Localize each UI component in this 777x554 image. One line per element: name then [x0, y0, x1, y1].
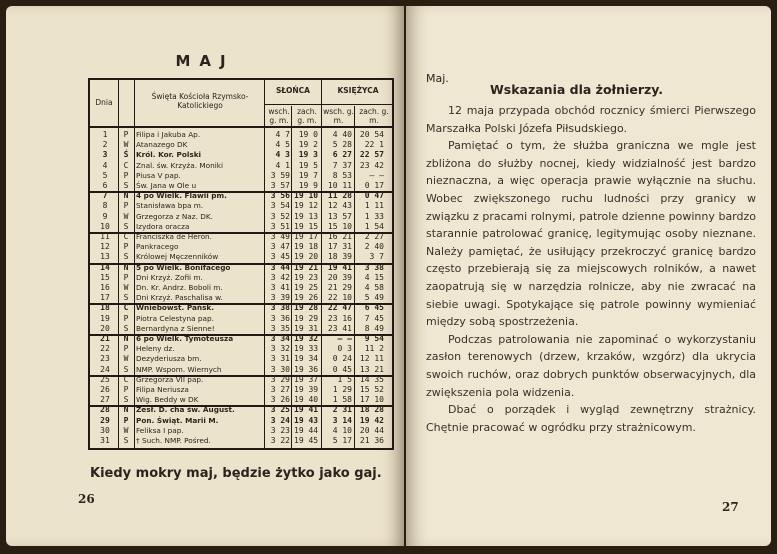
row-sunrise: 3 49	[270, 232, 290, 241]
row-weekday: Ś	[123, 150, 129, 160]
row-day: 16	[100, 283, 110, 292]
row-moonrise: 22 10	[327, 293, 352, 303]
right-page	[406, 6, 771, 546]
row-sunset: 19 34	[294, 354, 319, 364]
row-weekday: P	[123, 242, 129, 252]
header-sunrise: wsch. g. m.	[268, 107, 290, 125]
row-saint: Grzegorza z Naz. DK.	[136, 211, 213, 221]
row-saint: Św. Jana w Ole u	[136, 181, 197, 190]
row-sunset: 19 23	[294, 272, 319, 282]
row-saint: 5 po Wielk. Bonifacego	[136, 262, 231, 272]
calendar-row	[90, 395, 392, 405]
calendar-row	[90, 324, 392, 334]
row-sunset: 19 40	[294, 395, 319, 405]
row-weekday: W	[123, 283, 129, 292]
calendar-row	[90, 303, 392, 313]
row-saint: Wig. Beddy w DK	[136, 395, 199, 405]
row-moonrise: 1 29	[332, 385, 352, 394]
row-moonset: 11 2	[364, 344, 384, 354]
calendar-row	[90, 375, 392, 385]
row-day: 28	[100, 405, 110, 415]
row-moonset: 4 58	[364, 283, 384, 292]
row-sunrise: 3 22	[270, 436, 290, 445]
row-saint: Filipa Neriusza	[136, 385, 189, 394]
row-saint: Dni Krzyż. Paschalisa w.	[136, 293, 223, 303]
row-day: 29	[100, 415, 110, 425]
row-weekday: N	[123, 262, 129, 272]
row-saint: 6 po Wielk. Tymoteusza	[136, 334, 234, 343]
row-saint: Grzegorza VII pap.	[136, 374, 204, 384]
row-sunrise: 3 26	[270, 395, 290, 405]
row-moonrise: 0 24	[332, 354, 352, 364]
row-saint: Dn. Kr. Andrz. Boboli m.	[136, 283, 223, 292]
row-weekday: P	[123, 170, 129, 180]
row-sunset: 19 5	[298, 160, 318, 170]
row-day: 3	[102, 150, 108, 160]
calendar-row	[90, 181, 392, 191]
row-weekday: N	[123, 405, 129, 415]
row-sunrise: 3 56	[270, 191, 290, 201]
row-day: 31	[100, 436, 110, 445]
row-saint: Heleny dz.	[136, 344, 175, 354]
calendar-row	[90, 242, 392, 252]
row-moonset: 4 15	[364, 272, 384, 282]
header-sunset: zach. g. m.	[297, 107, 317, 125]
row-sunrise: 3 24	[270, 415, 290, 425]
row-moonset: 19 42	[359, 415, 384, 425]
row-sunset: 19 17	[294, 232, 319, 241]
row-day: 2	[102, 140, 108, 150]
row-sunset: 19 36	[294, 364, 319, 374]
row-saint: Król. Kor. Polski	[136, 150, 202, 160]
row-weekday: S	[123, 323, 129, 333]
row-moonset: 20 44	[359, 425, 384, 435]
row-day: 20	[100, 323, 110, 333]
row-moonset: 12 11	[359, 354, 384, 364]
header-moonrise: wsch. g. m.	[323, 107, 354, 125]
row-weekday: C	[123, 374, 129, 384]
row-sunrise: 3 51	[270, 221, 290, 231]
row-moonset: 22 57	[359, 150, 384, 160]
row-saint: Dni Krzyż. Zofii m.	[136, 272, 203, 282]
row-sunset: 19 12	[294, 201, 319, 211]
header-sun: SŁOŃCA	[276, 86, 310, 95]
row-weekday: P	[123, 385, 129, 394]
paragraph: Dbać o porządek i wygląd zewnętrzny strażnicy. Chętnie pracować w ogródku przy strażnicowym.	[426, 403, 756, 434]
row-moonset: 14 35	[359, 374, 384, 384]
row-moonset: 0 17	[364, 181, 384, 190]
row-moonrise: 22 47	[327, 303, 352, 313]
row-saint: Znal. św. Krzyża. Moniki	[136, 160, 224, 170]
row-moonset: 17 10	[359, 395, 384, 405]
calendar-row	[90, 161, 392, 171]
row-day: 8	[102, 201, 108, 211]
row-moonrise: 8 53	[332, 170, 352, 180]
row-sunrise: 3 31	[270, 354, 290, 364]
row-moonset: 13 21	[359, 364, 384, 374]
calendar-row	[90, 385, 392, 395]
row-sunset: 19 3	[298, 150, 318, 160]
calendar-row	[90, 201, 392, 211]
row-saint: Bernardyna z Sienne!	[136, 323, 215, 333]
row-day: 6	[102, 181, 108, 190]
row-sunrise: 3 35	[270, 323, 290, 333]
row-saint: † Such. NMP. Pośred.	[136, 436, 211, 445]
row-sunset: 19 45	[294, 436, 319, 445]
row-moonset: 8 49	[364, 323, 384, 333]
row-day: 10	[100, 221, 110, 231]
row-sunset: 19 21	[294, 262, 319, 272]
row-moonset: 15 52	[359, 385, 384, 394]
row-weekday: S	[123, 436, 129, 445]
row-sunset: 19 26	[294, 293, 319, 303]
row-sunrise: 3 45	[270, 252, 290, 262]
calendar-row	[90, 212, 392, 222]
row-weekday: C	[123, 160, 129, 170]
row-moonset: 23 42	[359, 160, 384, 170]
row-saint: Wniebowst. Pańsk.	[136, 303, 215, 313]
row-moonrise: 4 40	[332, 130, 352, 139]
row-moonset: 5 49	[364, 293, 384, 303]
row-weekday: S	[123, 395, 129, 405]
left-page	[6, 6, 404, 546]
month-label: Maj.	[426, 72, 449, 85]
row-saint: Feliksa I pap.	[136, 425, 184, 435]
row-moonset: 2 40	[364, 242, 384, 252]
row-saint: Franciszka de Heron.	[136, 232, 212, 241]
calendar-row	[90, 436, 392, 446]
calendar-row	[90, 273, 392, 283]
calendar-row	[90, 150, 392, 160]
row-sunrise: 3 52	[270, 211, 290, 221]
row-moonset: 9 54	[364, 334, 384, 343]
row-sunset: 19 44	[294, 425, 319, 435]
calendar-row	[90, 405, 392, 415]
row-saint: Pankracego	[136, 242, 179, 252]
calendar-table	[88, 78, 394, 450]
header-moonset: zach. g. m.	[359, 107, 389, 125]
calendar-row	[90, 232, 392, 242]
calendar-row	[90, 344, 392, 354]
row-moonset: 6 45	[364, 303, 384, 313]
row-sunset: 19 0	[298, 130, 318, 139]
row-saint: NMP. Wspom. Wiernych	[136, 364, 222, 374]
row-day: 4	[102, 160, 108, 170]
row-weekday: S	[123, 364, 129, 374]
section-heading: Wskazania dla żołnierzy.	[490, 82, 664, 97]
row-moonrise: 6 27	[332, 150, 352, 160]
row-saint: Królowej Męczenników	[136, 252, 219, 262]
row-day: 23	[100, 354, 110, 364]
row-saint: Atanazego DK	[136, 140, 188, 150]
row-sunrise: 3 39	[270, 293, 290, 303]
row-sunrise: 4 3	[275, 150, 290, 160]
row-sunset: 19 28	[294, 303, 319, 313]
row-moonrise: 13 57	[327, 211, 352, 221]
row-sunset: 19 43	[294, 415, 319, 425]
row-weekday: N	[123, 334, 129, 343]
row-sunrise: 3 42	[270, 272, 290, 282]
row-day: 15	[100, 272, 110, 282]
row-moonset: — —	[369, 170, 384, 180]
row-moonrise: 5 28	[332, 140, 352, 150]
row-sunset: 19 7	[298, 170, 318, 180]
row-sunset: 19 9	[298, 181, 318, 190]
page-number: 26	[78, 492, 95, 506]
row-moonset: 1 33	[364, 211, 384, 221]
row-moonset: 3 38	[364, 262, 384, 272]
row-moonrise: 16 21	[327, 232, 352, 241]
row-day: 1	[102, 130, 108, 139]
row-sunrise: 3 59	[270, 170, 290, 180]
row-moonset: 3 7	[369, 252, 384, 262]
row-weekday: C	[123, 232, 129, 241]
calendar-row	[90, 354, 392, 364]
row-weekday: P	[123, 313, 129, 323]
row-weekday: P	[123, 415, 129, 425]
row-day: 30	[100, 425, 110, 435]
row-moonset: 1 54	[364, 221, 384, 231]
paragraph: Pamiętać o tym, że służba graniczna we mgle jest zbliżona do służby nocnej, kiedy widzialność jest bardzo nieznaczna, a więc operacja prawie wyłącznie na słuchu. Wobec zwiększonego ruchu ludności przy granicy w związku z pracami rolnymi, patrole dzienne powinny bardzo starannie patrolować granicę, legitymując osoby nieznane. Należy pamiętać, że usiłujący przekroczyć granicę bardzo często przebierają się za miejscowych rolników, a nawet zaopatrują się w narzędzia rolnicze, aby nie zwracać na siebie uwagi. Spotykające się patrole powinny wymieniać między sobą spostrzeżenia.	[426, 139, 756, 329]
row-moonrise: 4 10	[332, 425, 352, 435]
row-sunrise: 4 5	[275, 140, 290, 150]
row-moonrise: 20 39	[327, 272, 352, 282]
row-sunrise: 3 34	[270, 334, 290, 343]
row-saint: Piusa V pap.	[136, 170, 181, 180]
calendar-row	[90, 130, 392, 140]
row-day: 5	[102, 170, 108, 180]
row-day: 24	[100, 364, 110, 374]
row-sunset: 19 10	[294, 191, 319, 201]
row-sunrise: 4 1	[275, 160, 290, 170]
row-moonrise: 1 5	[337, 374, 352, 384]
row-moonrise: 19 41	[327, 262, 352, 272]
row-sunrise: 3 32	[270, 344, 290, 354]
row-day: 9	[102, 211, 108, 221]
row-weekday: N	[123, 191, 129, 201]
row-moonrise: 12 43	[327, 201, 352, 211]
row-moonset: 2 27	[364, 232, 384, 241]
row-weekday: S	[123, 252, 129, 262]
row-sunrise: 3 30	[270, 364, 290, 374]
row-weekday: P	[123, 201, 129, 211]
row-moonrise: 5 17	[332, 436, 352, 445]
row-sunset: 19 31	[294, 323, 319, 333]
calendar-row	[90, 140, 392, 150]
row-day: 26	[100, 385, 110, 394]
row-day: 7	[102, 191, 108, 201]
row-saint: 4 po Wielk. Flawii pm.	[136, 191, 227, 201]
row-sunset: 19 29	[294, 313, 319, 323]
row-moonset: 21 36	[359, 436, 384, 445]
row-sunset: 19 41	[294, 405, 319, 415]
row-day: 27	[100, 395, 110, 405]
row-moonrise: 17 31	[327, 242, 352, 252]
row-sunset: 19 15	[294, 221, 319, 231]
header-moon: KSIĘŻYCA	[337, 86, 379, 95]
row-saint: Izydora oracza	[136, 221, 190, 231]
calendar-row	[90, 314, 392, 324]
row-moonrise: 0 3	[337, 344, 352, 354]
row-weekday: S	[123, 181, 129, 190]
row-day: 11	[100, 232, 110, 241]
row-saint: Dezyderiusza bm.	[136, 354, 202, 364]
row-sunset: 19 39	[294, 385, 319, 394]
row-saint: Stanisława bpa m.	[136, 201, 204, 211]
row-day: 12	[100, 242, 110, 252]
paragraph: 12 maja przypada obchód rocznicy śmierci Pierwszego Marszałka Polski Józefa Piłsudskiego.	[426, 104, 756, 135]
row-sunset: 19 37	[294, 374, 319, 384]
row-moonrise: 2 31	[332, 405, 352, 415]
calendar-row	[90, 252, 392, 262]
row-sunset: 19 25	[294, 283, 319, 292]
row-moonrise: 1 58	[332, 395, 352, 405]
row-moonrise: 11 28	[327, 191, 352, 201]
table-header	[90, 80, 392, 128]
row-day: 19	[100, 313, 110, 323]
row-sunrise: 3 38	[270, 303, 290, 313]
row-sunset: 19 32	[294, 334, 319, 343]
proverb: Kiedy mokry maj, będzie żytko jako gaj.	[90, 466, 382, 481]
row-saint: Filipa i Jakuba Ap.	[136, 130, 201, 139]
month-title: MAJ	[175, 52, 235, 70]
row-day: 25	[100, 374, 110, 384]
calendar-row	[90, 426, 392, 436]
row-sunrise: 3 54	[270, 201, 290, 211]
row-moonrise: 15 10	[327, 221, 352, 231]
row-saint: Pon. Świąt. Marii M.	[136, 415, 219, 425]
row-weekday: S	[123, 293, 129, 303]
row-moonset: 0 47	[364, 191, 384, 201]
row-sunrise: 3 23	[270, 425, 290, 435]
row-sunrise: 3 57	[270, 181, 290, 190]
row-saint: Piotra Celestyna pap.	[136, 313, 214, 323]
row-day: 22	[100, 344, 110, 354]
row-weekday: P	[123, 344, 129, 354]
row-sunrise: 3 29	[270, 374, 290, 384]
row-sunset: 19 18	[294, 242, 319, 252]
row-day: 13	[100, 252, 110, 262]
header-day: Dnia	[95, 98, 113, 107]
row-moonrise: 7 37	[332, 160, 352, 170]
calendar-row	[90, 416, 392, 426]
row-weekday: S	[123, 221, 129, 231]
row-day: 14	[100, 262, 110, 272]
calendar-row	[90, 263, 392, 273]
row-sunrise: 3 44	[270, 262, 290, 272]
page-number: 27	[722, 500, 739, 514]
row-moonrise: 23 16	[327, 313, 352, 323]
row-moonrise: — —	[337, 334, 352, 343]
row-moonset: 20 54	[359, 130, 384, 139]
row-weekday: P	[123, 272, 129, 282]
row-weekday: W	[123, 211, 129, 221]
row-day: 21	[100, 334, 110, 343]
row-sunrise: 3 36	[270, 313, 290, 323]
calendar-row	[90, 191, 392, 201]
row-moonset: 1 11	[364, 201, 384, 211]
row-moonrise: 3 14	[332, 415, 352, 425]
row-day: 17	[100, 293, 110, 303]
row-sunset: 19 33	[294, 344, 319, 354]
calendar-row	[90, 283, 392, 293]
row-sunrise: 3 27	[270, 385, 290, 394]
row-weekday: P	[123, 130, 129, 139]
row-moonset: 7 45	[364, 313, 384, 323]
row-weekday: W	[123, 140, 129, 150]
header-saints: Święta Kościoła Rzymsko-Katolickiego	[151, 92, 249, 110]
row-saint: Zesł. D. chа św. August.	[136, 405, 235, 415]
row-moonset: 18 28	[359, 405, 384, 415]
body-text	[426, 102, 756, 436]
row-sunrise: 3 47	[270, 242, 290, 252]
row-day: 18	[100, 303, 110, 313]
row-moonrise: 21 29	[327, 283, 352, 292]
row-sunset: 19 20	[294, 252, 319, 262]
row-sunrise: 4 7	[275, 130, 290, 139]
row-moonrise: 23 41	[327, 323, 352, 333]
row-weekday: W	[123, 425, 129, 435]
row-moonrise: 18 39	[327, 252, 352, 262]
row-sunset: 19 13	[294, 211, 319, 221]
paragraph: Podczas patrolowania nie zapominać o wykorzystaniu zasłon terenowych (drzew, krzaków, wzgórz) dla ukrycia swoich ruchów, oraz dobrych punktów obserwacyjnych, dla zwiększenia pola widzenia.	[426, 332, 756, 399]
calendar-row	[90, 365, 392, 375]
row-sunrise: 3 25	[270, 405, 290, 415]
row-moonrise: 0 45	[332, 364, 352, 374]
row-weekday: W	[123, 354, 129, 364]
row-sunrise: 3 41	[270, 283, 290, 292]
row-moonrise: 10 11	[327, 181, 352, 190]
row-moonset: 22 1	[364, 140, 384, 150]
row-weekday: C	[123, 303, 129, 313]
calendar-row	[90, 222, 392, 232]
calendar-row	[90, 171, 392, 181]
calendar-row	[90, 334, 392, 344]
calendar-row	[90, 293, 392, 303]
row-sunset: 19 2	[298, 140, 318, 150]
